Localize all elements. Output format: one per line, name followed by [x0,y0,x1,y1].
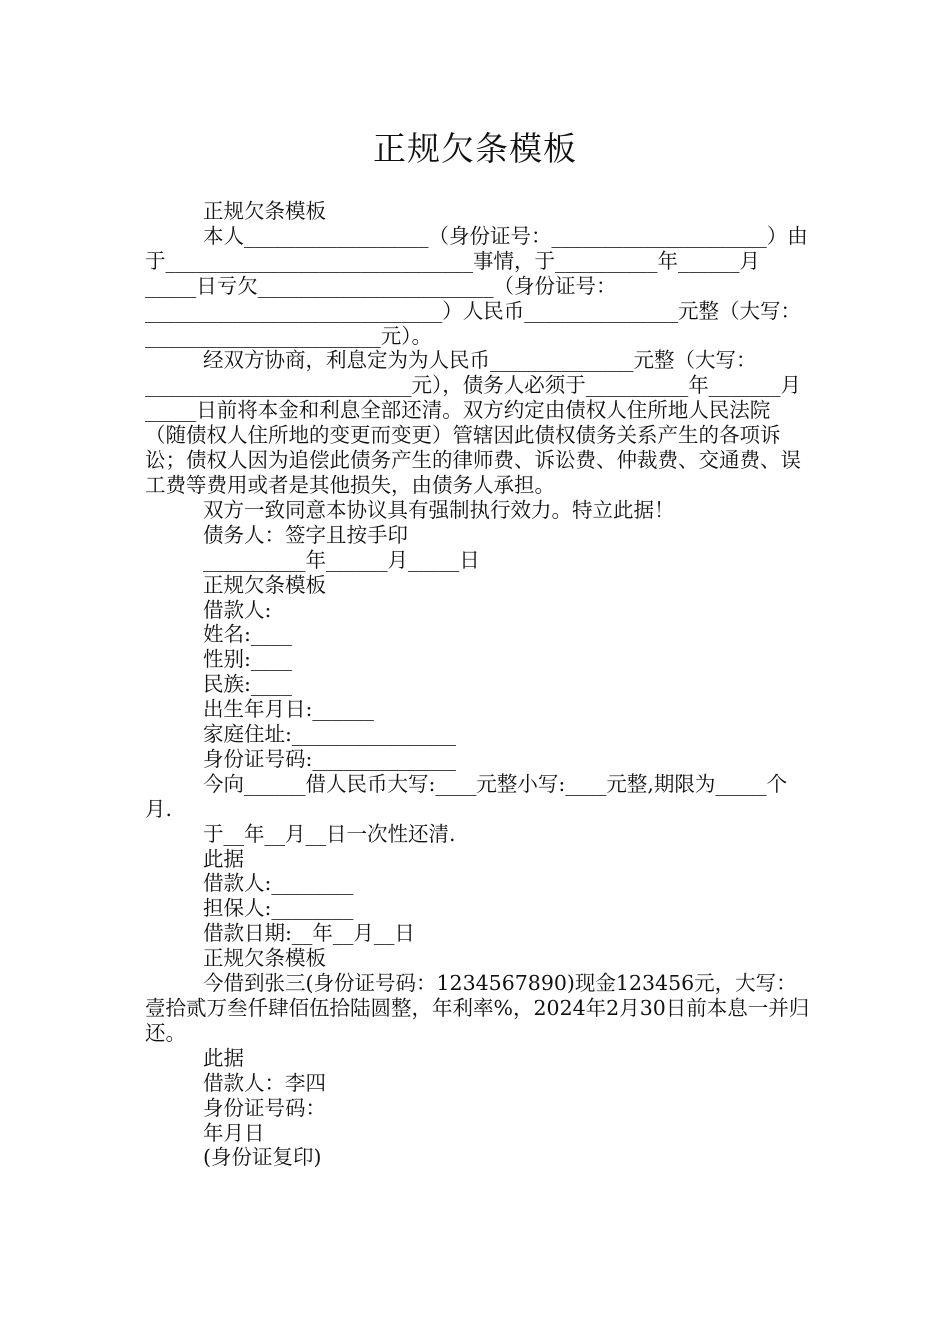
evidence-label-2: 此据 [203,1045,244,1070]
repayment-date-line: 于__年__月__日一次性还清. [203,821,456,846]
birthdate-field-line: 出生年月日:______ [203,697,374,722]
borrower-label: 借款人: [203,597,272,622]
sample-loan-paragraph: 今借到张三(身份证号码：1234567890)现金123456元，大写：壹拾贰万叁仟肆佰伍拾陆圆整，年利率%，2024年2月30日前本息一并归还。 [145,971,810,1045]
sample-borrower-line: 借款人：李四 [203,1070,326,1095]
section-heading-2: 正规欠条模板 [203,572,326,597]
borrower-signature-line: 借款人:________ [203,871,354,896]
sample-date-line: 年月日 [203,1120,265,1145]
name-field-line: 姓名:____ [203,622,292,647]
sample-id-line: 身份证号码： [203,1095,326,1120]
id-copy-note: (身份证复印) [203,1145,322,1170]
interest-terms-paragraph: 经双方协商，利息定为为人民币______________元整（大写：__________________________元），债务人必须于__________年_______月_____日前将本金和利息全部还清。双方约定由债权人住所地人民法院（随债权人住所地的变更而变更）管辖因此债权债务关系产生的各项诉讼；债权人因为追偿此债务产生的律师费、诉讼费、仲裁费、交通费、误工费等费用或者是其他损失，由债务人承担。 [145,348,801,497]
signature-date-line: __________年______月_____日 [203,547,480,572]
loan-amount-paragraph: 今向______借人民币大写:____元整小写:____元整,期限为_____个月. [145,771,788,821]
section-heading-1: 正规欠条模板 [203,199,326,223]
address-field-line: 家庭住址:________________ [203,722,456,747]
debt-statement-paragraph: 本人__________________（身份证号：_____________________）由于______________________________事情，于__________年______月_____日亏欠_______________________（身份证号：_____________________________）人民币_______________元整（大写：_______________________元）。 [145,223,808,348]
gender-field-line: 性别:____ [203,647,292,672]
ethnicity-field-line: 民族:____ [203,672,292,697]
loan-date-line: 借款日期:__年__月__日 [203,921,415,946]
document-body [145,199,810,1170]
section-heading-3: 正规欠条模板 [203,946,326,971]
page-title: 正规欠条模板 [373,129,577,168]
id-number-field-line: 身份证号码:______________ [203,746,456,771]
evidence-label: 此据 [203,846,244,871]
debtor-signature-line: 债务人：签字且按手印 [203,522,408,547]
guarantor-signature-line: 担保人:________ [203,896,354,921]
enforcement-clause: 双方一致同意本协议具有强制执行效力。特立此据！ [203,497,675,522]
